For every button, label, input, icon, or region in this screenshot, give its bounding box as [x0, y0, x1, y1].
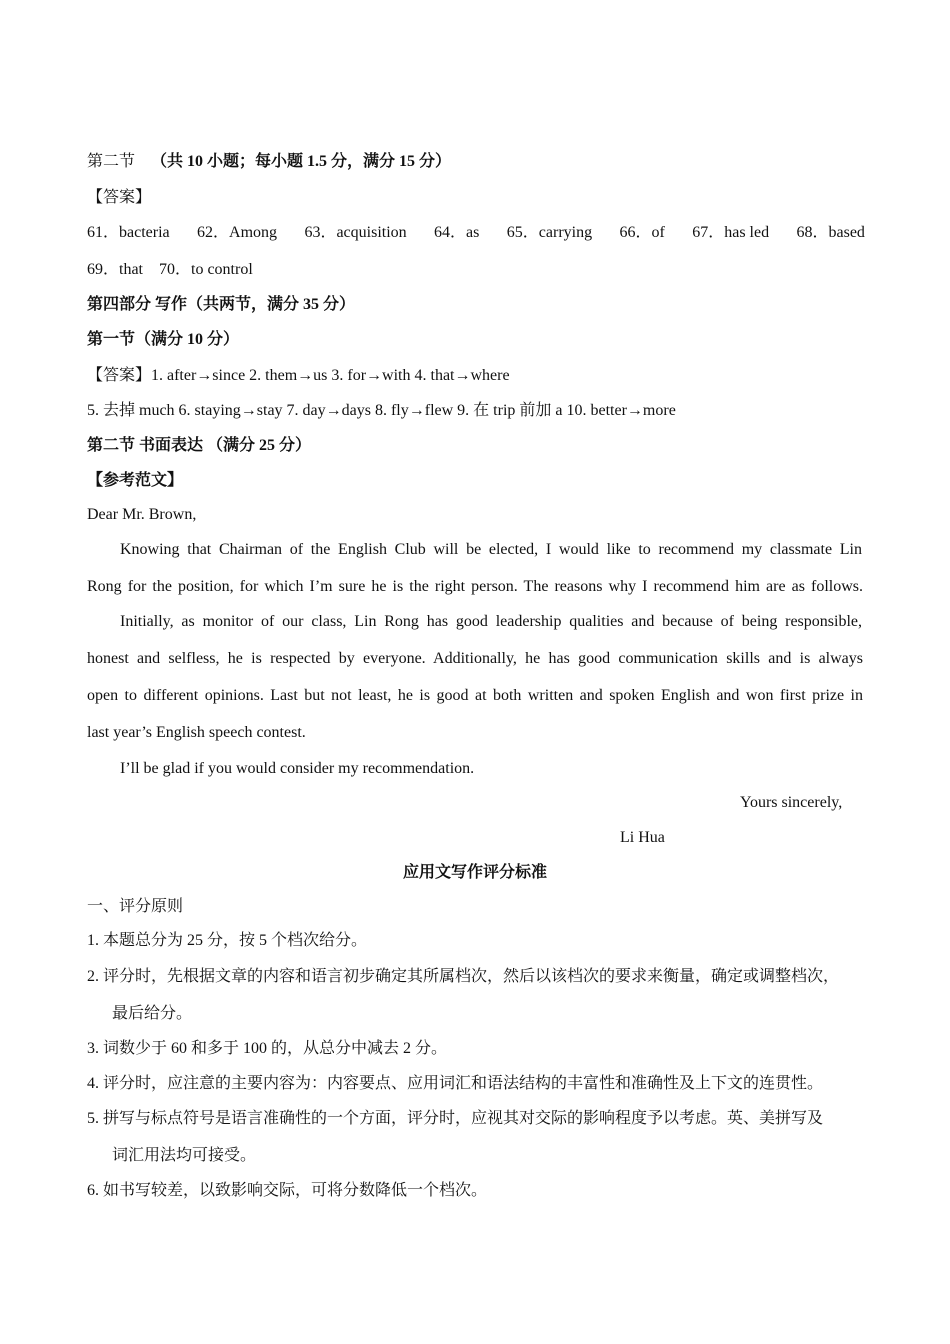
criteria-item: 4. 评分时，应注意的主要内容为：内容要点、应用词汇和语法结构的丰富性和准确性及上下文的连贯性。 — [87, 1075, 824, 1092]
answer-item: 64．as — [434, 224, 480, 241]
criteria-item-continuation: 词汇用法均可接受。 — [112, 1147, 257, 1164]
section2-prefix: 第二节 — [87, 153, 136, 170]
criteria-item: 3. 词数少于 60 和多于 100 的，从总分中减去 2 分。 — [87, 1040, 448, 1057]
criteria-item: 2. 评分时，先根据文章的内容和语言初步确定其所属档次，然后以该档次的要求来衡量，确定或调整档次， — [87, 968, 840, 985]
criteria-item: 5. 拼写与标点符号是语言准确性的一个方面，评分时，应视其对交际的影响程度予以考虑。英、美拼写及 — [87, 1110, 824, 1127]
answer-item: 68．based — [796, 224, 865, 241]
model-essay-label: 【参考范文】 — [87, 472, 184, 489]
answers-row-1 — [87, 223, 865, 243]
letter-paragraph-2-line: last year’s English speech contest. — [87, 724, 306, 741]
answer-item: 61．bacteria — [87, 224, 170, 241]
answer-item: 65．carrying — [506, 224, 593, 241]
answer-item: 69．that — [87, 261, 143, 278]
answer-item: 67．has led — [692, 224, 770, 241]
letter-paragraph-2-line: open to different opinions. Last but not least, he is good at both written and spoken English and won first prize in — [87, 687, 863, 704]
answer-item: 70．to control — [159, 261, 253, 278]
letter-paragraph-2-line: Initially, as monitor of our class, Lin Rong has good leadership qualities and because of being responsible, — [120, 613, 862, 630]
part4-section2-heading: 第二节 书面表达 （满分 25 分） — [87, 437, 312, 454]
letter-paragraph-3: I’ll be glad if you would consider my recommendation. — [120, 760, 475, 777]
letter-closing: Yours sincerely, — [740, 794, 843, 811]
criteria-item: 6. 如书写较差，以致影响交际，可将分数降低一个档次。 — [87, 1182, 488, 1199]
criteria-section-heading: 一、评分原则 — [87, 898, 184, 915]
criteria-item: 1. 本题总分为 25 分，按 5 个档次给分。 — [87, 932, 368, 949]
answer-label: 【答案】 — [87, 189, 152, 206]
corrections-line-1: 【答案】1. after→since 2. them→us 3. for→with 4. that→where — [87, 367, 510, 384]
part4-heading: 第四部分 写作（共两节，满分 35 分） — [87, 296, 356, 313]
corrections-line-2: 5. 去掉 much 6. staying→stay 7. day→days 8. fly→flew 9. 在 trip 前加 a 10. better→more — [87, 402, 676, 419]
section2-scoring: （共 10 小题；每小题 1.5 分，满分 15 分） — [151, 153, 452, 170]
answer-item: 63．acquisition — [304, 224, 407, 241]
criteria-title: 应用文写作评分标准 — [402, 864, 547, 881]
criteria-item-continuation: 最后给分。 — [112, 1005, 193, 1022]
answer-item: 62．Among — [197, 224, 278, 241]
letter-signature: Li Hua — [620, 829, 665, 846]
answers-row-2 — [87, 260, 253, 280]
section2-heading — [87, 152, 451, 172]
letter-paragraph-1-line: Rong for the position, for which I’m sure he is the right person. The reasons why I recommend him are as follows. — [87, 578, 863, 595]
answer-item: 66．of — [619, 224, 665, 241]
part4-section1-heading: 第一节（满分 10 分） — [87, 331, 240, 348]
letter-greeting: Dear Mr. Brown, — [87, 506, 197, 523]
letter-paragraph-1-line: Knowing that Chairman of the English Club will be elected, I would like to recommend my classmate Lin — [120, 541, 862, 558]
letter-paragraph-2-line: honest and selfless, he is respected by everyone. Additionally, he has good communication skills and is always — [87, 650, 863, 667]
